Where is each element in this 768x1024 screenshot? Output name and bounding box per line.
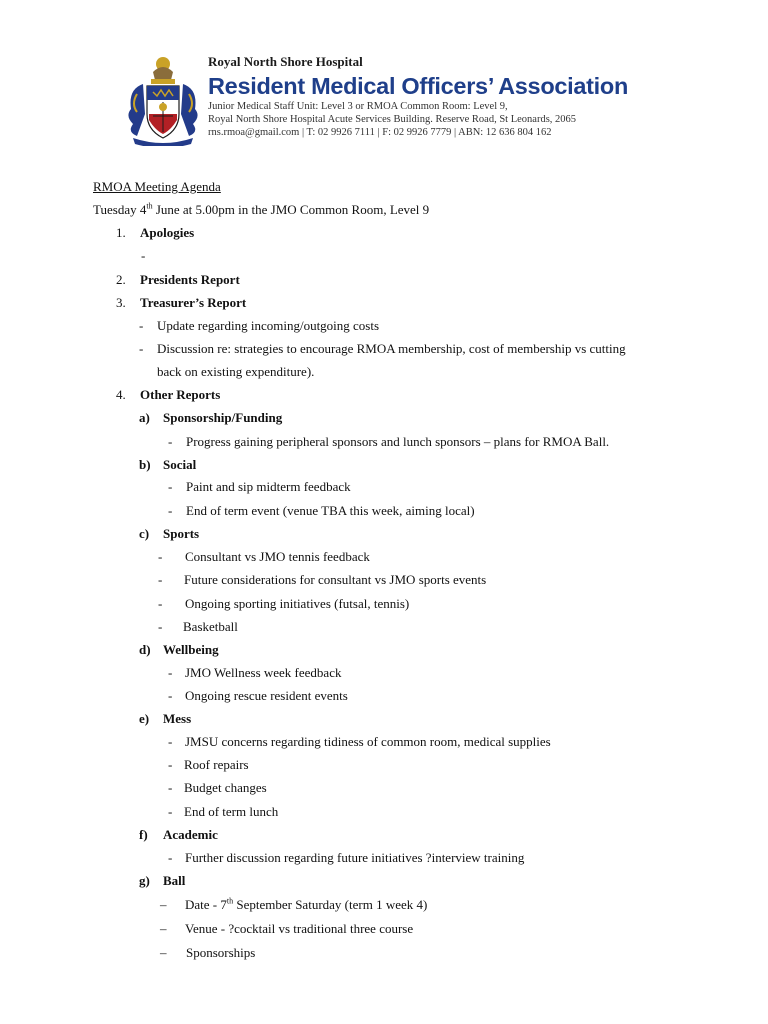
sub-letter: f) [139,827,148,842]
bullet-dash: - [168,503,173,518]
sub-sponsorship: Sponsorship/Funding [163,410,283,425]
bullet-dash: - [168,479,173,494]
bullet-dash: - [168,804,173,819]
sub-ball: Ball [163,873,186,888]
coat-of-arms-crest-icon [123,54,203,146]
bullet-text: Sponsorships [186,945,256,960]
hospital-name: Royal North Shore Hospital [208,54,363,69]
item-other-reports: Other Reports [140,387,221,402]
sub-letter: c) [139,526,150,541]
sub-social: Social [163,457,197,472]
bullet-dash: - [168,665,173,680]
item-treasurers-report: Treasurer’s Report [140,295,247,310]
ball-date: Date - 7th September Saturday (term 1 week 4) [185,896,428,912]
bullet-text: Further discussion regarding future initiatives ?interview training [185,850,525,865]
sub-academic: Academic [163,827,218,842]
item-number: 1. [116,225,126,240]
item-presidents-report: Presidents Report [140,272,240,287]
bullet-text: Roof repairs [184,757,249,772]
bullet-text: Future considerations for consultant vs JMO sports events [184,572,487,587]
bullet-dash: - [158,596,163,611]
bullet-dash: - [168,780,173,795]
sub-wellbeing: Wellbeing [163,642,219,657]
bullet-dash: - [168,688,173,703]
bullet-text: Consultant vs JMO tennis feedback [185,549,370,564]
bullet-text: back on existing expenditure). [157,364,315,379]
bullet-dash: - [158,549,163,564]
agenda-title: RMOA Meeting Agenda [93,179,221,194]
bullet-endash: – [160,921,167,936]
bullet-text: Progress gaining peripheral sponsors and lunch sponsors – plans for RMOA Ball. [186,434,610,449]
sub-letter: e) [139,711,150,726]
bullet-text: Paint and sip midterm feedback [186,479,351,494]
bullet-text: Venue - ?cocktail vs traditional three course [185,921,414,936]
bullet-text: Discussion re: strategies to encourage RMOA membership, cost of membership vs cutting [157,341,626,356]
bullet-text: Ongoing rescue resident events [185,688,348,703]
bullet-dash: - [168,734,173,749]
bullet-dash: - [139,318,144,333]
contact-line: rns.rmoa@gmail.com | T: 02 9926 7111 | F: 02 9926 7779 | ABN: 12 636 804 162 [208,127,552,138]
address-line: Junior Medical Staff Unit: Level 3 or RMOA Common Room: Level 9, [208,101,508,112]
bullet-text: Budget changes [184,780,267,795]
bullet-text: JMO Wellness week feedback [185,665,342,680]
bullet-text: Basketball [183,619,238,634]
association-name: Resident Medical Officers’ Association [208,73,628,99]
sub-letter: a) [139,410,150,425]
bullet-dash: - [168,850,173,865]
item-number: 3. [116,295,126,310]
sub-sports: Sports [163,526,200,541]
bullet-dash: - [158,619,163,634]
sub-letter: b) [139,457,151,472]
sub-mess: Mess [163,711,192,726]
bullet-text: End of term event (venue TBA this week, aiming local) [186,503,475,518]
address-line: Royal North Shore Hospital Acute Services Building. Reserve Road, St Leonards, 2065 [208,114,577,125]
item-number: 2. [116,272,126,287]
bullet-dash: - [139,341,144,356]
sub-letter: g) [139,873,150,888]
bullet-dash: - [168,757,173,772]
bullet-dash: - [158,572,163,587]
meeting-date-line: Tuesday 4th June at 5.00pm in the JMO Common Room, Level 9 [93,201,430,217]
item-number: 4. [116,387,126,402]
bullet-endash: – [160,897,167,912]
bullet-dash: - [141,248,146,263]
bullet-text: Update regarding incoming/outgoing costs [157,318,380,333]
bullet-dash: - [168,434,173,449]
bullet-text: End of term lunch [184,804,279,819]
bullet-text: Ongoing sporting initiatives (futsal, tennis) [185,596,410,611]
sub-letter: d) [139,642,151,657]
item-apologies: Apologies [140,225,195,240]
bullet-endash: – [160,945,167,960]
bullet-text: JMSU concerns regarding tidiness of common room, medical supplies [185,734,551,749]
letterhead [118,52,678,152]
